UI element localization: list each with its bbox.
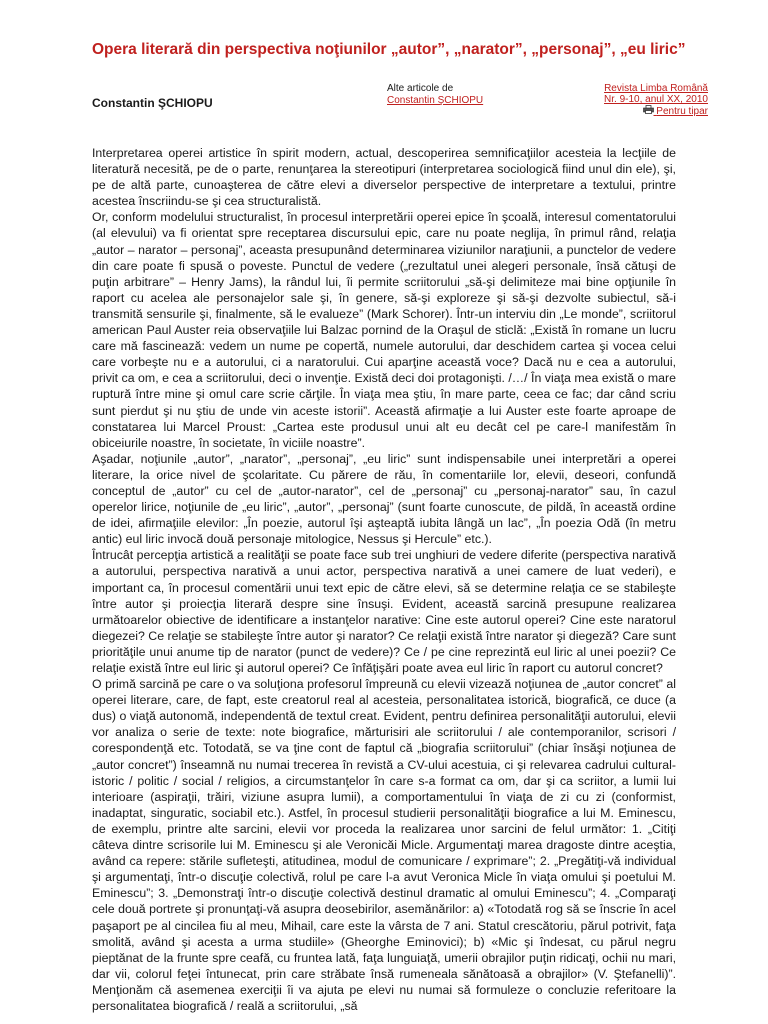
more-articles-label: Alte articole de <box>387 83 454 94</box>
article-title: Opera literară din perspectiva noţiunilor „autor”, „narator”, „personaj”, „eu liric” <box>92 41 686 58</box>
more-articles-block <box>387 83 483 107</box>
paragraph: Întrucât percepţia artistică a realităţii se poate face sub trei unghiuri de vedere diferite (perspectiva narativă a autorului, perspectiva narativă a unui actor, perspectiva narativă a unei camere de luat vederi), e important ca, în procesul comentării unui text epic de către elevi, să se determine relaţia ce se stabileşte între autor şi proiecţia literară despre sine însuşi. Evident, această sarcină presupune realizarea următoarelor obiective de identificare a instanţelor narative: Cine este autorul operei? Cine este naratorul diegezei? Ce relaţie se stabileşte între autor şi narator? Ce relaţii există între narator şi diegeză? Care sunt priorităţile unui anume tip de narator (punct de vedere)? Ce / pe cine reprezintă eul liric al unei poezii? Ce relaţie există între eul liric şi autorul operei? Ce înfăţişări poate avea eul liric în raport cu autorul concret? <box>92 548 676 675</box>
journal-link[interactable]: Revista Limba Română <box>604 83 708 94</box>
author-name: Constantin ŞCHIOPU <box>92 96 213 110</box>
print-link[interactable] <box>604 105 708 117</box>
article-body <box>92 145 676 1015</box>
paragraph: O primă sarcină pe care o va soluţiona profesorul împreună cu elevii vizează noţiunea de „autor concret” al operei literare, care, de fapt, este creatorul real al acesteia, personalitatea istorică, biografică, ce duce (a dus) o viaţă autonomă, independentă de textul creat. Evident, pentru definirea personalităţii autorului, elevii vor analiza o serie de texte: note biografice, mărturisiri ale scriitorului / ale contemporanilor, scrisori / corespondenţă etc. Totodată, se va ţine cont de faptul că „biografia scriitorului” (chiar însăşi noţiunea de „autor concret”) înseamnă nu numai trecerea în revistă a CV-ului acestuia, ci şi relevarea cadrului cultural-istoric / politic / social / religios, a circumstanţelor în care s-a format ca om, dar şi ca scriitor, a lumii lui interioare (aspiraţii, trăiri, viziune asupra lumii), a comportamentului în viaţa de zi cu zi (conformist, inadaptat, singuratic, sociabil etc.). Astfel, în procesul studierii personalităţii biografice a lui M. Eminescu, de exemplu, printre alte sarcini, elevii vor proceda la realizarea unor sarcini de felul următor: 1. „Citiţi câteva dintre scrisorile lui M. Eminescu şi ale Veronicăi Micle. Argumentaţi marea dragoste dintre aceştia, având ca repere: stările sufleteşti, atitudinea, modul de comunicare / exprimare”; 2. „Pregătiţi-vă individual şi argumentaţi, într-o discuţie colectivă, rolul pe care l-a avut Veronica Micle în viaţa omului şi poetului M. Eminescu”; 3. „Demonstraţi într-o discuţie colectivă destinul dramatic al omului Eminescu”; 4. „Comparaţi cele două portrete şi pronunţaţi-vă asupra deosebirilor, asemănărilor: a) «Totodată rog să se înscrie în acel paşaport pe al cincilea fiu al meu, Mihail, care este la vârsta de 7 ani. Statul crescătoriu, părul potrivit, faţa smolită, având şi acesta a urma studiile» (Gheorghe Eminovici); b) «Mic şi îndesat, cu părul negru pieptănat de la frunte spre ceafă, cu fruntea lată, faţa lunguiaţă, umerii obrajilor puţin ridicaţi, ochii nu mari, dar vii, colorul feţei întunecat, prin care străbate însă rumeneala sănătoasă a obrajilor» (V. Ştefanelli)”. Menţionăm că asemenea exerciţii îi va ajuta pe elevi nu numai să formuleze o concluzie referitoare la personalitatea biografică / reală a scriitorului, „să <box>92 677 676 1013</box>
paragraph: Aşadar, noţiunile „autor”, „narator”, „personaj”, „eu liric” sunt indispensabile unei interpretări a operei literare, la orice nivel de şcolaritate. Cu părere de rău, în comentariile lor, elevii, deseori, confundă conceptul de „autor” cu cel de „autor-narator”, cel de „personaj” cu „personaj-narator” sau, în cazul operelor lirice, noţiunile de „eu liric”, „autor”, „personaj” (sunt foarte cunoscute, de pildă, în această ordine de idei, afirmaţiile elevilor: „În poezie, autorul îşi aşteaptă iubita lângă un lac”, „În poezia Odă (în metru antic) eul liric invocă două personaje mitologice, Nessus şi Hercule” etc.). <box>92 451 676 547</box>
more-articles-author-link[interactable]: Constantin ŞCHIOPU <box>387 95 484 106</box>
issue-link[interactable]: Nr. 9-10, anul XX, 2010 <box>604 94 708 105</box>
journal-info <box>604 83 708 117</box>
printer-icon <box>643 105 654 114</box>
paragraph: Interpretarea operei artistice în spirit modern, actual, descoperirea semnificaţiilor acesteia la lecţiile de literatură necesită, pe de o parte, renunţarea la stereotipuri (interpretarea sociologică fiind unul din ele), şi, pe de altă parte, cunoaşterea de către elevi a diverselor perspective de interpretare a textului, printre acestea înscriindu-se şi cea structuralistă. <box>92 146 676 209</box>
print-label: Pentru tipar <box>656 106 708 117</box>
paragraph: Or, conform modelului structuralist, în procesul interpretării operei epice în şcoală, interesul comentatorului (al elevului) va fi orientat spre receptarea discursului epic, care nu poate neglija, în primul rând, relaţia „autor – narator – personaj”, aceasta presupunând determinarea viziunilor naraţiunii, a punctelor de vedere din care poate fi spusă o poveste. Punctul de vedere („rezultatul unei alegeri personale, însă cătuşi de puţin arbitrare” – Henry Jams), la rândul lui, îi permite scriitorului „să-şi delimiteze mai bine opţiunile în raport cu acelea ale personajelor sale şi, în genere, să-şi exploreze şi să-şi dezvolte subiectul, să-i transmită sensurile şi, finalmente, să le evalueze” (Mark Schorer). Într-un interviu din „Le monde”, scriitorul american Paul Auster reia observaţiile lui Balzac pornind de la Oraşul de sticlă: „Există în romane un lucru care mă fascinează: vedem un nume pe copertă, numele autorului, dar deschidem cartea şi vocea celui care vorbeşte nu e a autorului, ci a naratorului. Cui aparţine această voce? Dacă nu e cea a autorului, privit ca om, e cea a scriitorului, deci o invenţie. Există deci doi protagonişti. /…/ În viaţa mea există o mare ruptură între mine şi omul care scrie cărţile. În viaţa mea ştiu, în mare parte, ceea ce fac; dar când scriu sunt pierdut şi nu ştiu de unde vin aceste istorii”. Această afirmaţie a lui Auster este foarte aproape de constatarea lui Marcel Proust: „Cartea este produsul unui alt eu decât cel pe care-l manifestăm în obiceiurile noastre, în societate, în viciile noastre”. <box>92 210 676 450</box>
